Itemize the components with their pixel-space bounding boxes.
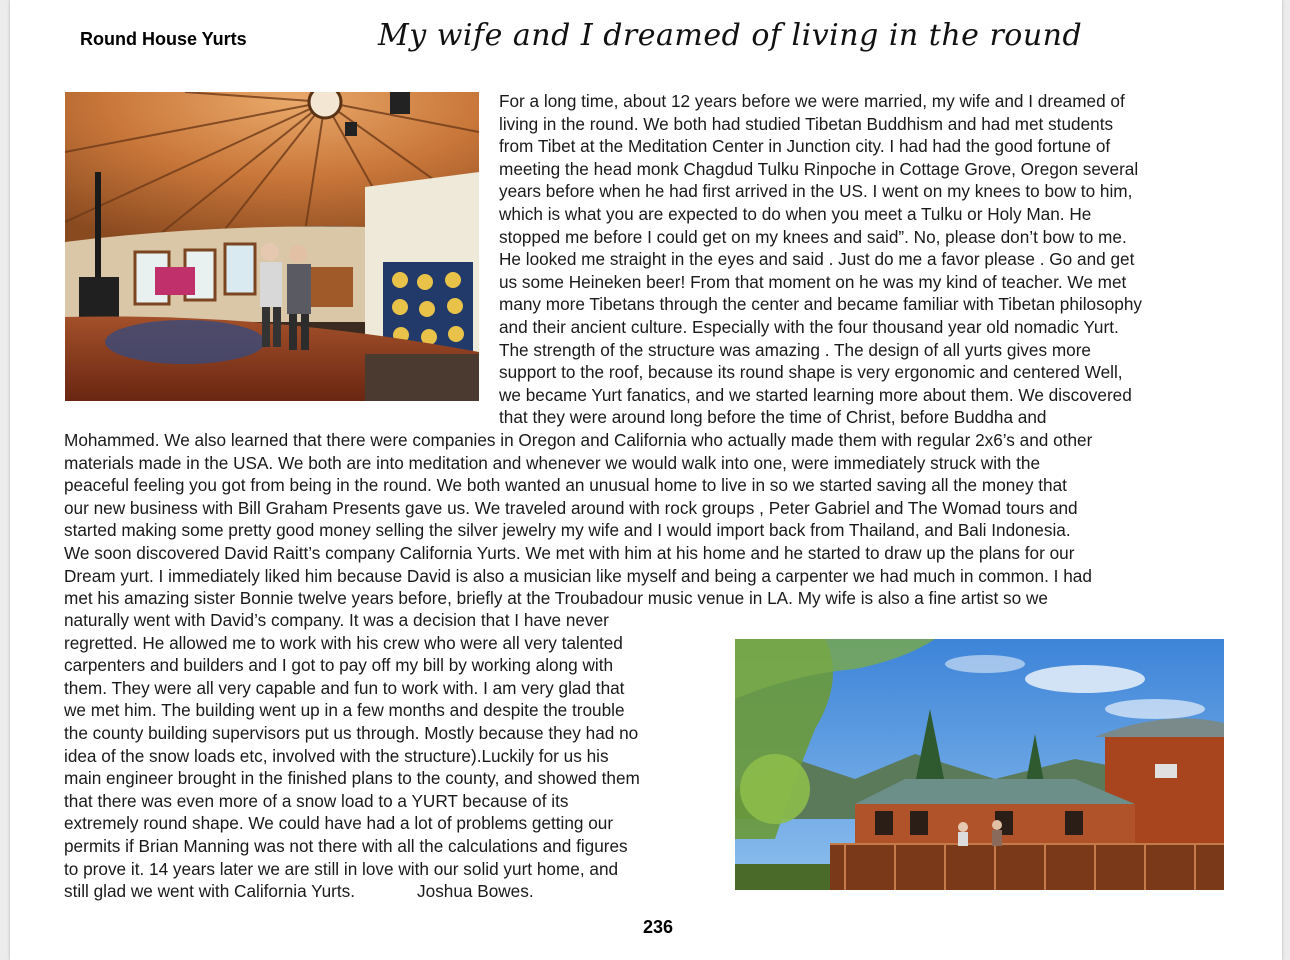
- yurt-interior-photo: [65, 92, 479, 401]
- text-line: The strength of the structure was amazing . The design of all yurts gives more: [499, 339, 1091, 360]
- text-line: materials made in the USA. We both are into meditation and whenever we would walk into one, were immediately struck with the: [64, 452, 1041, 473]
- article-headline: My wife and I dreamed of living in the round: [378, 18, 1083, 53]
- text-line: main engineer brought in the finished plans to the county, and showed them: [64, 768, 640, 789]
- text-line: many more Tibetans through the center and became familiar with Tibetan philosophy: [499, 294, 1142, 315]
- text-line-last: [64, 880, 640, 903]
- text-line: support to the roof, because its round shape is very ergonomic and centered Well,: [499, 362, 1123, 383]
- text-line: We soon discovered David Raitt’s company California Yurts. We met with him at his home and he started to draw up the plans for our: [64, 542, 1075, 563]
- text-line: which is what you are expected to do when you meet a Tulku or Holy Man. He: [499, 203, 1092, 224]
- text-line: naturally went with David’s company. It was a decision that I have never: [64, 610, 609, 630]
- text-line: He looked me straight in the eyes and said . Just do me a favor please . Go and get: [499, 249, 1135, 270]
- text-line: years before when he had first arrived in the US. I went on my knees to bow to him,: [499, 181, 1133, 202]
- text-line: peaceful feeling you got from being in the round. We both wanted an unusual home to live in so we started saving all the money that: [64, 475, 1067, 496]
- text-line: meeting the head monk Chagdud Tulku Rinpoche in Cottage Grove, Oregon several: [499, 158, 1139, 179]
- text-line: idea of the snow loads etc, involved with the structure).Luckily for us his: [64, 745, 609, 766]
- text-line: Dream yurt. I immediately liked him because David is also a musician like myself and being a carpenter we had much in common. I had: [64, 565, 1092, 586]
- text-line: regretted. He allowed me to work with his crew who were all very talented: [64, 632, 623, 653]
- yurt-exterior-photo: [735, 639, 1224, 890]
- text-line: that they were around long before the time of Christ, before Buddha and: [499, 407, 1047, 428]
- text-line: met his amazing sister Bonnie twelve years before, briefly at the Troubadour music venue in LA. My wife is also a fine artist so we: [64, 588, 1048, 609]
- text-line: stopped me before I could get on my knees and said”. No, please don’t bow to me.: [499, 226, 1127, 247]
- text-line: extremely round shape. We could have had a lot of problems getting our: [64, 813, 614, 834]
- article-text-bottom: [64, 609, 640, 903]
- text-line: and their ancient culture. Especially with the four thousand year old nomadic Yurt.: [499, 316, 1119, 337]
- publisher-name: Round House Yurts: [80, 29, 247, 49]
- text-line: we became Yurt fanatics, and we started learning more about them. We discovered: [499, 384, 1132, 405]
- text-line: permits if Brian Manning was not there with all the calculations and figures: [64, 835, 628, 856]
- author-signature: Joshua Bowes.: [417, 881, 534, 902]
- text-line: Mohammed. We also learned that there were companies in Oregon and California who actually made them with regular 2x6’s and other: [64, 430, 1093, 450]
- text-line: the county building supervisors put us through. Mostly because they had no: [64, 722, 639, 743]
- text-line-content: still glad we went with California Yurts.: [64, 881, 356, 902]
- text-line: to prove it. 14 years later we are still in love with our solid yurt home, and: [64, 858, 619, 879]
- text-line: living in the round. We both had studied Tibetan Buddhism and had met students: [499, 113, 1114, 134]
- page-number: 236: [642, 917, 674, 937]
- text-line: For a long time, about 12 years before we were married, my wife and I dreamed of: [499, 91, 1125, 111]
- article-text-top: [499, 90, 1142, 429]
- text-line: started making some pretty good money selling the silver jewelry my wife and I would import back from Thailand, and Bali Indonesia.: [64, 520, 1071, 541]
- text-line: carpenters and builders and I got to pay off my bill by working along with: [64, 655, 614, 676]
- text-line: from Tibet at the Meditation Center in Junction city. I had had the good fortune of: [499, 136, 1111, 157]
- text-line: that there was even more of a snow load to a YURT because of its: [64, 790, 569, 811]
- document-page: [10, 0, 1282, 960]
- text-line: we met him. The building went up in a few months and despite the trouble: [64, 700, 625, 721]
- text-line: our new business with Bill Graham Presents gave us. We traveled around with rock groups , Peter Gabriel and The Womad tours and: [64, 497, 1078, 518]
- text-line: us some Heineken beer! From that moment on he was my kind of teacher. We met: [499, 271, 1127, 292]
- text-line: them. They were all very capable and fun to work with. I am very glad that: [64, 677, 625, 698]
- article-text-middle: [64, 429, 1092, 610]
